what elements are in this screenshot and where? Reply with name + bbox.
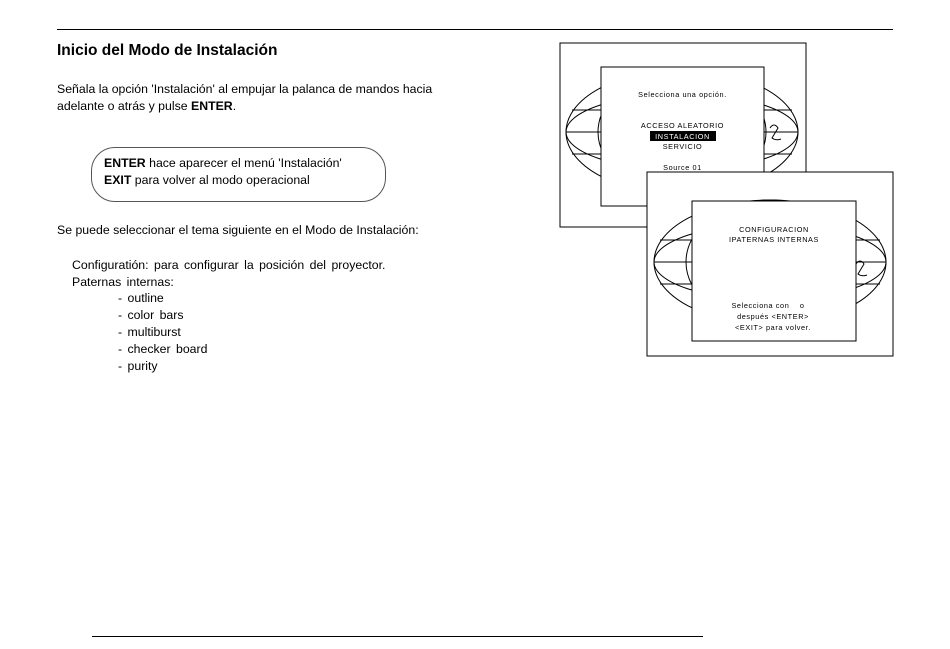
intro-period: .	[232, 99, 237, 113]
pattern-item: - purity	[118, 359, 158, 373]
page-title: Inicio del Modo de Instalación	[57, 42, 278, 59]
menu-option: SERVICIO	[662, 142, 703, 151]
bottom-rule	[92, 636, 703, 637]
pattern-item: - checker board	[118, 342, 208, 356]
menu-option: IPATERNAS INTERNAS	[729, 235, 819, 244]
intro-line-2: adelante o atrás y pulse	[57, 99, 191, 113]
menu-option-selected: INSTALACION	[655, 132, 710, 141]
intro-line-1: Señala la opción 'Instalación' al empujar la palanca de mandos hacia	[57, 82, 433, 96]
exit-key-label: EXIT	[104, 173, 132, 187]
pattern-item: - multiburst	[118, 325, 181, 339]
screen-2-instruction: después <ENTER>	[737, 312, 809, 321]
patterns-label: Paternas internas:	[72, 275, 174, 289]
screen-2-instruction: Selecciona con o	[731, 301, 805, 310]
screen-1-prompt: Selecciona una opción.	[638, 90, 727, 99]
pattern-item: - outline	[118, 291, 164, 305]
topic-intro: Se puede seleccionar el tema siguiente en el Modo de Instalación:	[57, 223, 419, 237]
menu-option: ACCESO ALEATORIO	[640, 121, 725, 130]
exit-key-text: para volver al modo operacional	[131, 173, 310, 187]
enter-key-label: ENTER	[104, 156, 146, 170]
pattern-item: - color bars	[118, 308, 184, 322]
screen-2-instruction: <EXIT> para volver.	[735, 323, 811, 332]
screen-1-source: Source 01	[663, 163, 702, 172]
config-line: Configuratión: para configurar la posición del proyector.	[72, 258, 386, 272]
menu-option: CONFIGURACION	[739, 225, 809, 234]
intro-enter-key: ENTER	[191, 99, 233, 113]
screen-2	[647, 172, 893, 356]
enter-key-text: hace aparecer el menú 'Instalación'	[145, 156, 342, 170]
